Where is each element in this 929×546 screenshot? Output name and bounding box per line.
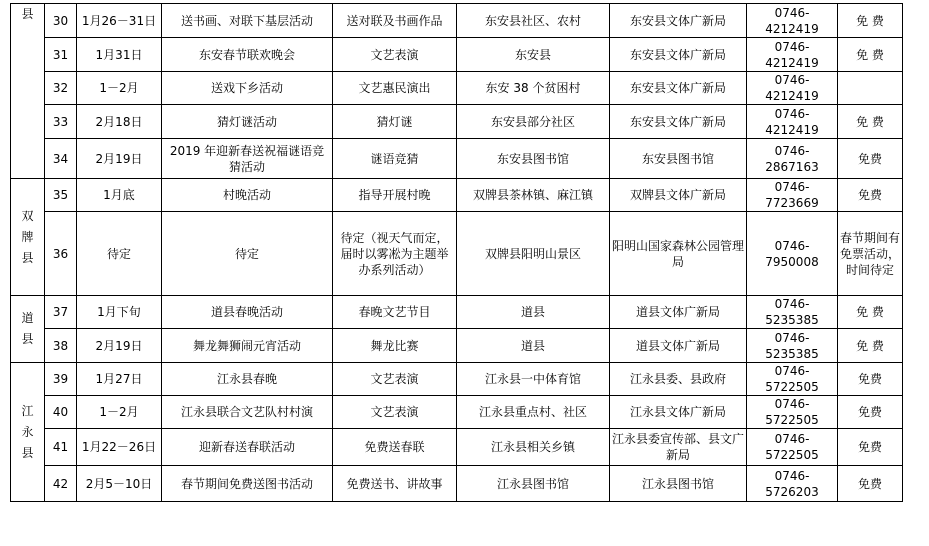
table-row (11, 72, 903, 105)
no-cell: 39 (45, 363, 77, 396)
place-cell: 江永县重点村、社区 (457, 396, 610, 429)
name-cell: 道县春晚活动 (162, 296, 333, 329)
phone-cell: 0746-5726203 (747, 466, 838, 502)
table-row (11, 38, 903, 72)
date-cell: 2月19日 (77, 139, 162, 179)
phone-cell: 0746-5235385 (747, 296, 838, 329)
name-cell: 2019 年迎新春送祝福谜语竞猜活动 (162, 139, 333, 179)
table-row (11, 212, 903, 296)
content-cell: 送对联及书画作品 (333, 4, 457, 38)
county-cell (11, 179, 45, 296)
fee-cell: 免 费 (838, 329, 903, 363)
org-cell: 道县文体广新局 (610, 329, 747, 363)
county-label: 县 (21, 7, 34, 21)
date-cell: 1月26－31日 (77, 4, 162, 38)
org-cell: 东安县文体广新局 (610, 72, 747, 105)
date-cell: 2月5－10日 (77, 466, 162, 502)
table-row (11, 363, 903, 396)
place-cell: 江永县一中体育馆 (457, 363, 610, 396)
fee-cell: 免费 (838, 429, 903, 466)
name-cell: 江永县春晚 (162, 363, 333, 396)
county-cell (11, 296, 45, 363)
fee-cell (838, 72, 903, 105)
org-cell: 江永县文体广新局 (610, 396, 747, 429)
content-cell: 舞龙比赛 (333, 329, 457, 363)
place-cell: 江永县图书馆 (457, 466, 610, 502)
date-cell: 2月19日 (77, 329, 162, 363)
date-cell: 1月下旬 (77, 296, 162, 329)
county-cell (11, 363, 45, 502)
phone-cell: 0746-5235385 (747, 329, 838, 363)
fee-cell: 免费 (838, 179, 903, 212)
content-cell: 猜灯谜 (333, 105, 457, 139)
no-cell: 38 (45, 329, 77, 363)
place-cell: 双牌县阳明山景区 (457, 212, 610, 296)
date-cell: 1－2月 (77, 72, 162, 105)
phone-cell: 0746-5722505 (747, 396, 838, 429)
name-cell: 舞龙舞狮闹元宵活动 (162, 329, 333, 363)
no-cell: 42 (45, 466, 77, 502)
content-cell: 文艺表演 (333, 38, 457, 72)
county-label: 道县 (21, 311, 34, 346)
no-cell: 35 (45, 179, 77, 212)
no-cell: 41 (45, 429, 77, 466)
fee-cell: 免 费 (838, 105, 903, 139)
place-cell: 双牌县茶林镇、麻江镇 (457, 179, 610, 212)
activity-table (10, 3, 903, 502)
fee-cell: 免 费 (838, 4, 903, 38)
table-row (11, 296, 903, 329)
content-cell: 待定（视天气而定，届时以雾凇为主题举办系列活动） (333, 212, 457, 296)
table-row (11, 139, 903, 179)
phone-cell: 0746-4212419 (747, 38, 838, 72)
org-cell: 双牌县文体广新局 (610, 179, 747, 212)
no-cell: 40 (45, 396, 77, 429)
name-cell: 送戏下乡活动 (162, 72, 333, 105)
org-cell: 道县文体广新局 (610, 296, 747, 329)
name-cell: 迎新春送春联活动 (162, 429, 333, 466)
phone-cell: 0746-4212419 (747, 105, 838, 139)
org-cell: 东安县图书馆 (610, 139, 747, 179)
content-cell: 文艺惠民演出 (333, 72, 457, 105)
org-cell: 东安县文体广新局 (610, 105, 747, 139)
table-row (11, 429, 903, 466)
phone-cell: 0746-5722505 (747, 363, 838, 396)
content-cell: 文艺表演 (333, 396, 457, 429)
phone-cell: 0746-4212419 (747, 72, 838, 105)
county-cell (11, 4, 45, 179)
org-cell: 阳明山国家森林公园管理局 (610, 212, 747, 296)
fee-cell: 免费 (838, 139, 903, 179)
org-cell: 江永县图书馆 (610, 466, 747, 502)
name-cell: 春节期间免费送图书活动 (162, 466, 333, 502)
fee-cell: 免 费 (838, 296, 903, 329)
content-cell: 文艺表演 (333, 363, 457, 396)
content-cell: 春晚文艺节目 (333, 296, 457, 329)
name-cell: 送书画、对联下基层活动 (162, 4, 333, 38)
county-label: 双牌县 (21, 208, 34, 265)
table-row (11, 105, 903, 139)
date-cell: 1月22－26日 (77, 429, 162, 466)
date-cell: 1月27日 (77, 363, 162, 396)
fee-cell: 春节期间有免票活动，时间待定 (838, 212, 903, 296)
phone-cell: 0746-4212419 (747, 4, 838, 38)
date-cell: 1月31日 (77, 38, 162, 72)
place-cell: 东安 38 个贫困村 (457, 72, 610, 105)
table-row (11, 4, 903, 38)
content-cell: 指导开展村晚 (333, 179, 457, 212)
fee-cell: 免费 (838, 466, 903, 502)
date-cell: 1－2月 (77, 396, 162, 429)
place-cell: 东安县图书馆 (457, 139, 610, 179)
name-cell: 猜灯谜活动 (162, 105, 333, 139)
phone-cell: 0746-7723669 (747, 179, 838, 212)
table-row (11, 396, 903, 429)
org-cell: 东安县文体广新局 (610, 38, 747, 72)
content-cell: 谜语竞猜 (333, 139, 457, 179)
content-cell: 免费送春联 (333, 429, 457, 466)
phone-cell: 0746-5722505 (747, 429, 838, 466)
no-cell: 36 (45, 212, 77, 296)
fee-cell: 免费 (838, 396, 903, 429)
phone-cell: 0746-2867163 (747, 139, 838, 179)
no-cell: 31 (45, 38, 77, 72)
name-cell: 江永县联合文艺队村村演 (162, 396, 333, 429)
org-cell: 江永县委、县政府 (610, 363, 747, 396)
no-cell: 37 (45, 296, 77, 329)
org-cell: 江永县委宣传部、县文广新局 (610, 429, 747, 466)
date-cell: 1月底 (77, 179, 162, 212)
phone-cell: 0746-7950008 (747, 212, 838, 296)
table-body (11, 4, 903, 502)
fee-cell: 免 费 (838, 38, 903, 72)
name-cell: 东安春节联欢晚会 (162, 38, 333, 72)
place-cell: 东安县社区、农村 (457, 4, 610, 38)
date-cell: 待定 (77, 212, 162, 296)
date-cell: 2月18日 (77, 105, 162, 139)
no-cell: 34 (45, 139, 77, 179)
place-cell: 东安县 (457, 38, 610, 72)
table-row (11, 179, 903, 212)
no-cell: 32 (45, 72, 77, 105)
no-cell: 30 (45, 4, 77, 38)
county-label: 江永县 (21, 403, 34, 460)
place-cell: 道县 (457, 329, 610, 363)
place-cell: 道县 (457, 296, 610, 329)
place-cell: 东安县部分社区 (457, 105, 610, 139)
content-cell: 免费送书、讲故事 (333, 466, 457, 502)
table-row (11, 466, 903, 502)
name-cell: 待定 (162, 212, 333, 296)
no-cell: 33 (45, 105, 77, 139)
name-cell: 村晚活动 (162, 179, 333, 212)
fee-cell: 免费 (838, 363, 903, 396)
table-row (11, 329, 903, 363)
place-cell: 江永县相关乡镇 (457, 429, 610, 466)
org-cell: 东安县文体广新局 (610, 4, 747, 38)
